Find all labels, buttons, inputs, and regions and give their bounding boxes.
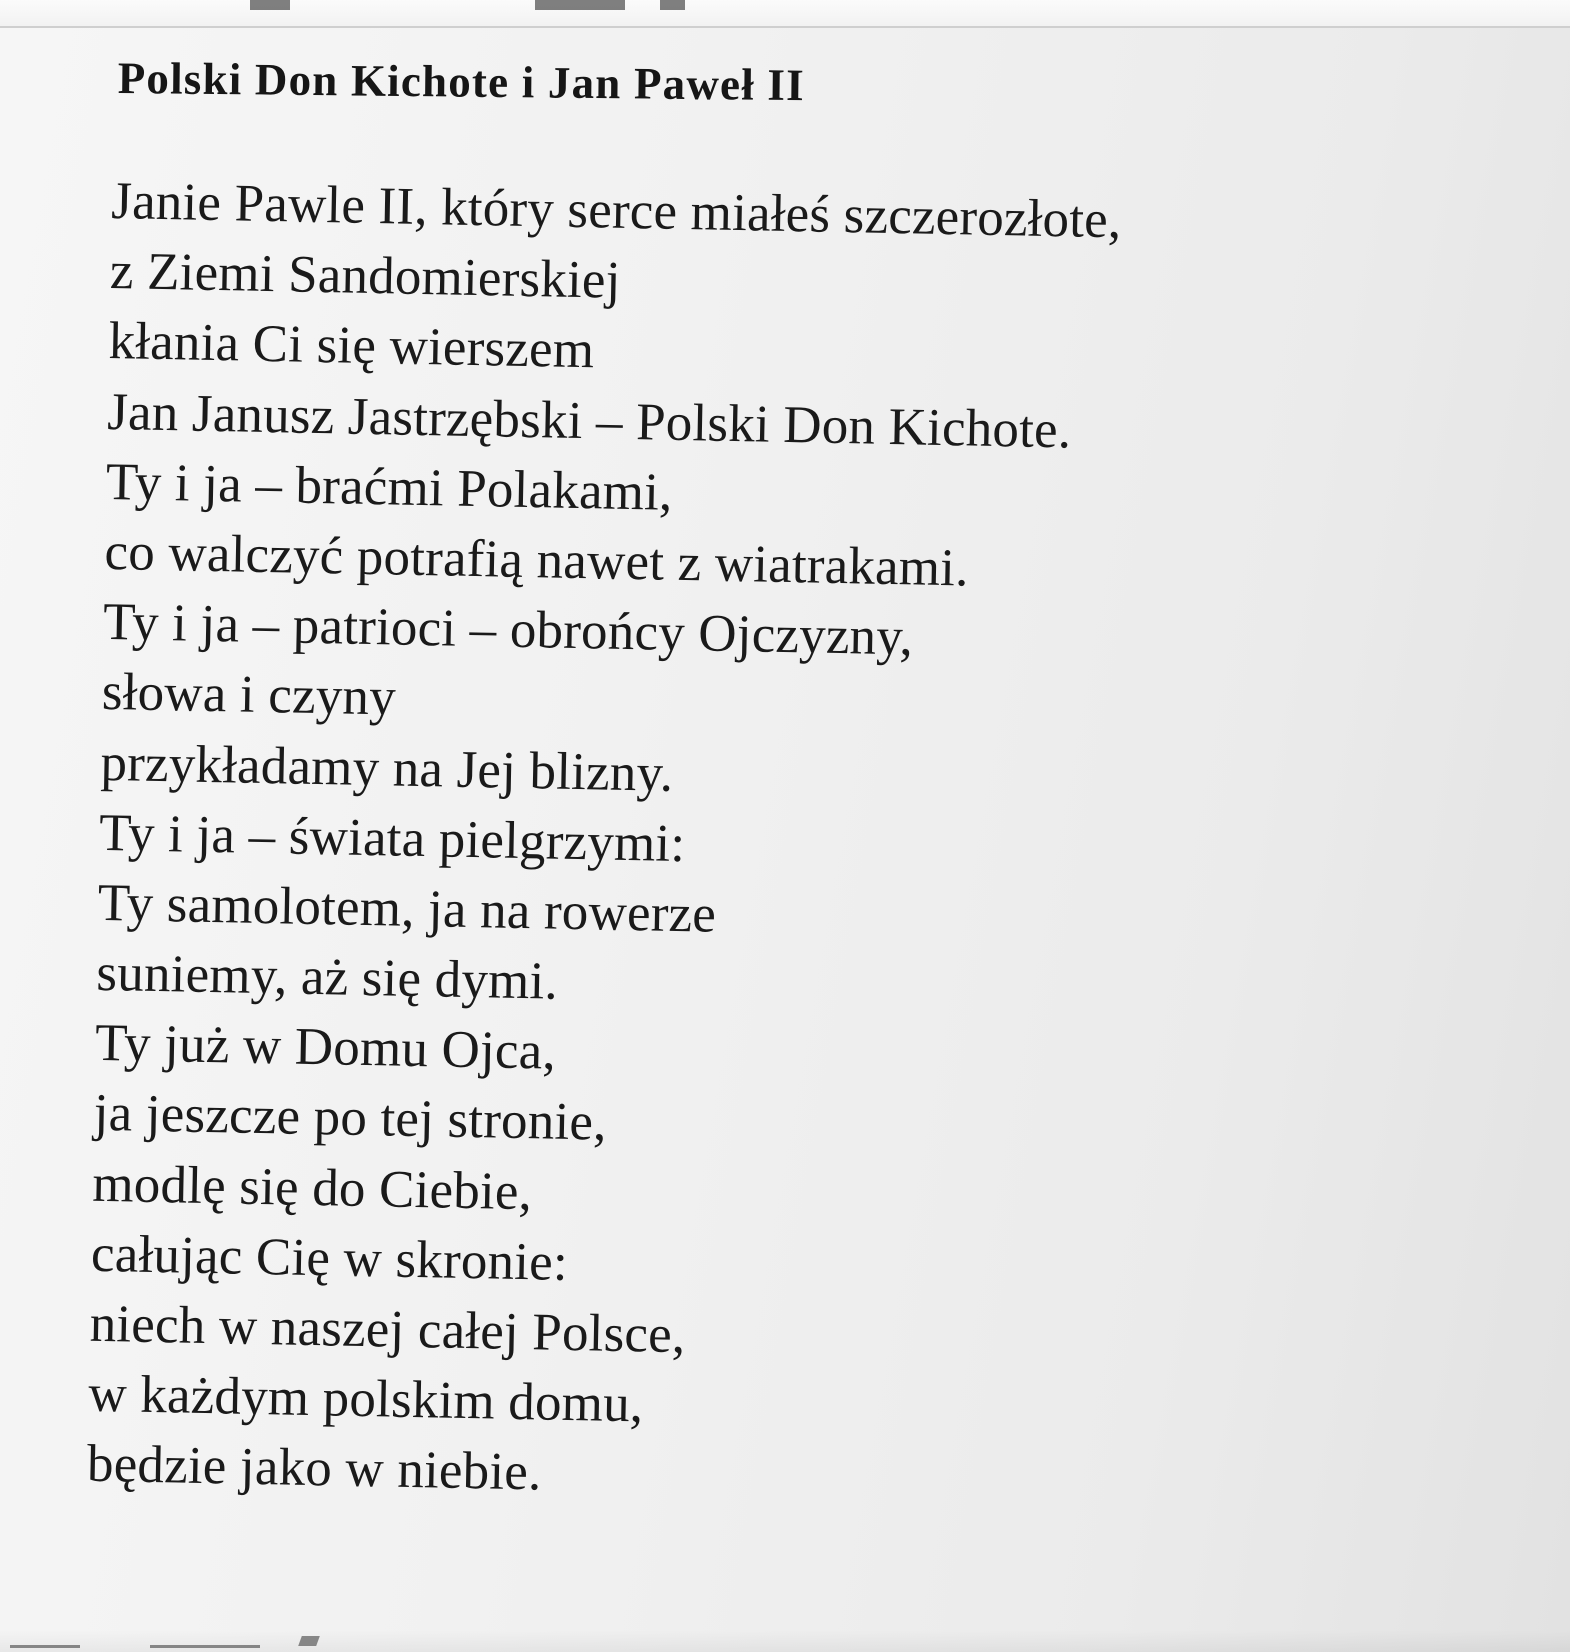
poem-line: będzie jako w niebie. <box>86 1435 543 1502</box>
poem-line: suniemy, aż się dymi. <box>95 943 559 1011</box>
ink-fragment <box>535 0 625 10</box>
poem-line: kłania Ci się wierszem <box>108 312 595 380</box>
ink-fragment <box>150 1645 260 1648</box>
ink-fragment <box>298 1636 320 1646</box>
poem-line: niech w naszej całej Polsce, <box>89 1294 686 1365</box>
page-bottom-edge <box>0 1630 1570 1652</box>
poem-line: słowa i czyny <box>101 663 397 727</box>
poem-line: przykładamy na Jej blizny. <box>99 733 674 803</box>
poem-line: Ty i ja – braćmi Polakami, <box>105 452 674 522</box>
poem-line: Jan Janusz Jastrzębski – Polski Don Kichote. <box>106 382 1072 460</box>
poem-body <box>86 166 1491 1526</box>
previous-page-edge <box>0 0 1570 28</box>
poem-line: w każdym polskim domu, <box>87 1364 644 1434</box>
poem-line: Ty i ja – patrioci – obrońcy Ojczyzny, <box>102 593 914 667</box>
poem-title: Polski Don Kichote i Jan Paweł II <box>117 52 806 111</box>
poem-line: co walczyć potrafią nawet z wiatrakami. <box>104 522 970 598</box>
poem-line: ja jeszcze po tej stronie, <box>93 1084 608 1153</box>
poem-line: Ty już w Domu Ojca, <box>94 1014 557 1081</box>
poem-line: Ty i ja – świata pielgrzymi: <box>98 803 686 873</box>
ink-fragment <box>660 0 685 10</box>
poem-line: Janie Pawle II, który serce miałeś szczerozłote, <box>110 171 1122 250</box>
poem-line: Ty samolotem, ja na rowerze <box>97 873 717 944</box>
ink-fragment <box>10 1645 80 1648</box>
poem-line: z Ziemi Sandomierskiej <box>109 242 622 310</box>
poem-line: całując Cię w skronie: <box>90 1224 569 1292</box>
ink-fragment <box>250 0 290 10</box>
poem-line: modlę się do Ciebie, <box>91 1154 533 1221</box>
